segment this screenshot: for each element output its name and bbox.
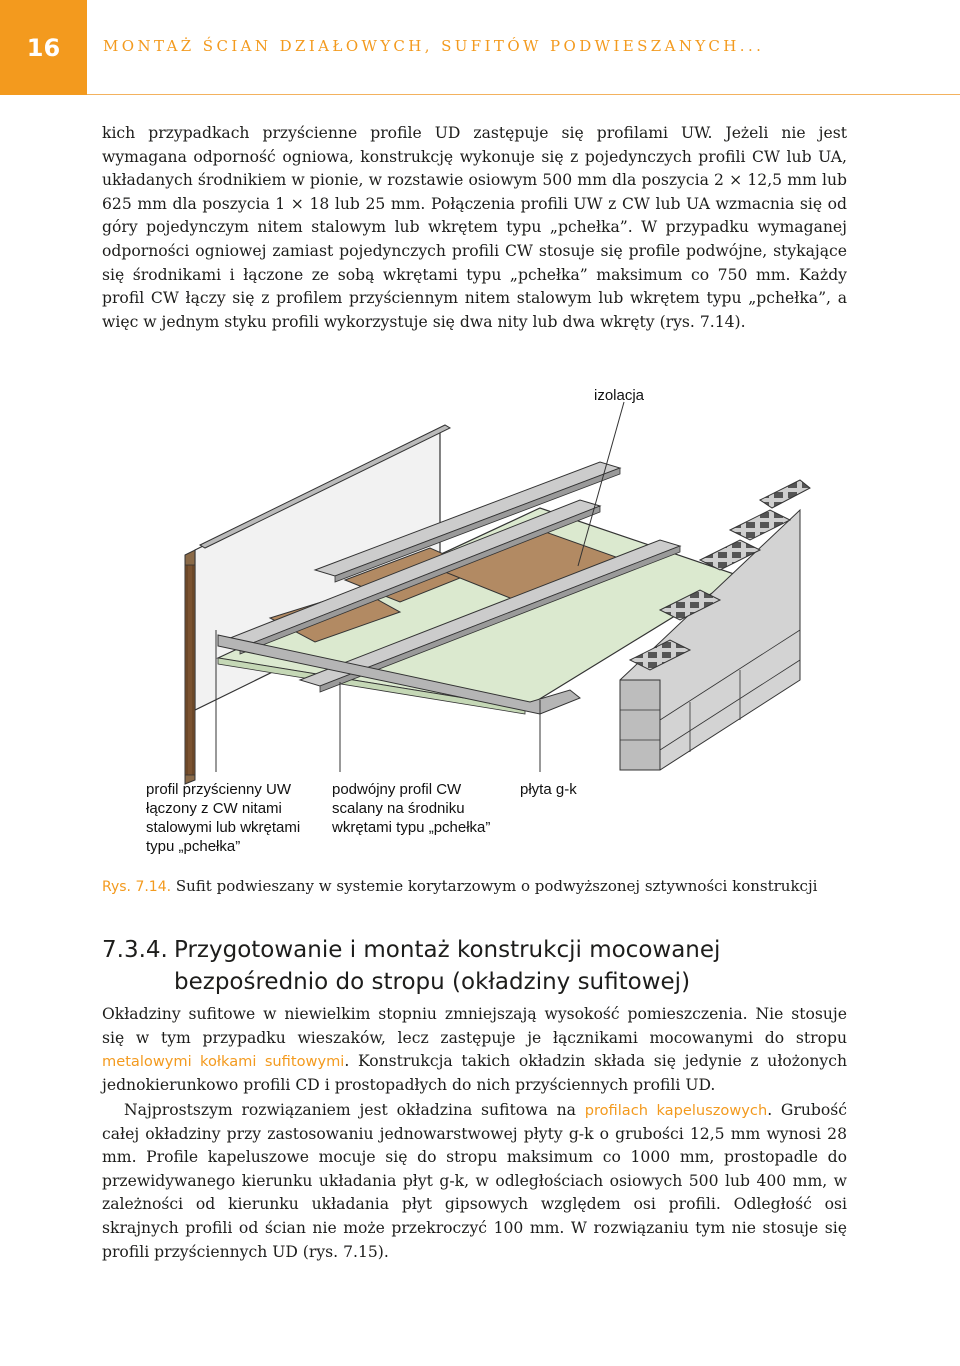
page-number-box: [0, 0, 87, 95]
section-title-line1: Przygotowanie i montaż konstrukcji mocowanej: [174, 937, 721, 963]
running-title: MONTAŻ ŚCIAN DZIAŁOWYCH, SUFITÓW PODWIESZANYCH...: [103, 37, 765, 55]
label-double-profile: podwójny profil CW scalany na środniku wkrętami typu „pchełka”: [332, 781, 491, 836]
paragraph3-part2: . Grubość całej okładziny przy zastosowaniu jednowarstwowej płyty g-k o grubości 12,5 mm wynosi 28 mm. Profile kapeluszowe mocuje się do stropu maksimum co 1000 mm, prostopadle do przewidywanego kierunku układania płyt g-k, w odległościach osiowych 500 lub 400 mm, w zależności od kierunku układania płyt gipsowych względem osi profili. Odległość osi skrajnych profili od ścian nie może przekroczyć 100 mm. W rozwiązaniu tym nie stosuje się profili przyściennych UD (rys. 7.15).: [102, 1101, 847, 1261]
section-title-line2: bezpośrednio do stropu (okładziny sufitowej): [174, 969, 691, 995]
body-paragraph-1: kich przypadkach przyścienne profile UD zastępuje się profilami UW. Jeżeli nie jest wymagana odporność ogniowa, konstrukcję wykonuje się z pojedynczych profili CW lub UA, układanych środnikiem w pionie, w rozstawie osiowym 500 mm dla poszycia 2 × 12,5 mm lub 625 mm dla poszycia 1 × 18 lub 25 mm. Połączenia profili UW z CW lub UA wzmacnia się od góry pojedynczym nitem stalowym lub wkrętem typu „pchełka”. W przypadku wymaganej odporności ogniowej zamiast pojedynczych profili CW stosuje się profile podwójne, stykające się środnikami i łączone ze sobą wkrętami typu „pchełka” maksimum co 750 mm. Każdy profil CW łączy się z profilem przyściennym nitem stalowym lub wkrętem typu „pchełka”, a więc w jednym styku profili wykorzystuje się dwa nity lub dwa wkręty (rys. 7.14).: [102, 124, 847, 331]
body-paragraph-3: [102, 1099, 847, 1264]
page-number: 16: [26, 33, 61, 62]
caption-number: Rys. 7.14.: [102, 879, 172, 895]
paragraph3-part1: Najprostszym rozwiązaniem jest okładzina sufitowa na: [124, 1101, 585, 1119]
label-wall-profile: profil przyścienny UW łączony z CW nitami stalowymi lub wkrętami typu „pchełka”: [146, 781, 301, 855]
section-heading: [102, 934, 862, 998]
highlight-hat-profiles: profilach kapeluszowych: [584, 1102, 768, 1119]
label-insulation: izolacja: [594, 387, 645, 404]
paragraph2-part2: . Konstrukcja takich okładzin składa się jedynie z ułożonych jednokierunkowo profili CD i prostopadłych do nich przyściennych profili UD.: [102, 1052, 847, 1094]
label-board: płyta g-k: [520, 781, 577, 798]
body-paragraph-2: [102, 1003, 847, 1097]
figure-caption: [102, 877, 862, 895]
highlight-ceiling-anchors: metalowymi kołkami sufitowymi: [102, 1053, 345, 1071]
paragraph2-part1: Okładziny sufitowe w niewielkim stopniu zmniejszają wysokość pomieszczenia. Nie stosuje się w tym przypadku wieszaków, lecz zastępuje je łącznikami mocowanymi do stropu: [102, 1005, 847, 1047]
wood-post: [185, 565, 195, 775]
caption-text: Sufit podwieszany w systemie korytarzowym o podwyższonej sztywności konstrukcji: [175, 877, 818, 895]
section-number: 7.3.4.: [102, 937, 168, 963]
header-divider: [87, 94, 960, 95]
